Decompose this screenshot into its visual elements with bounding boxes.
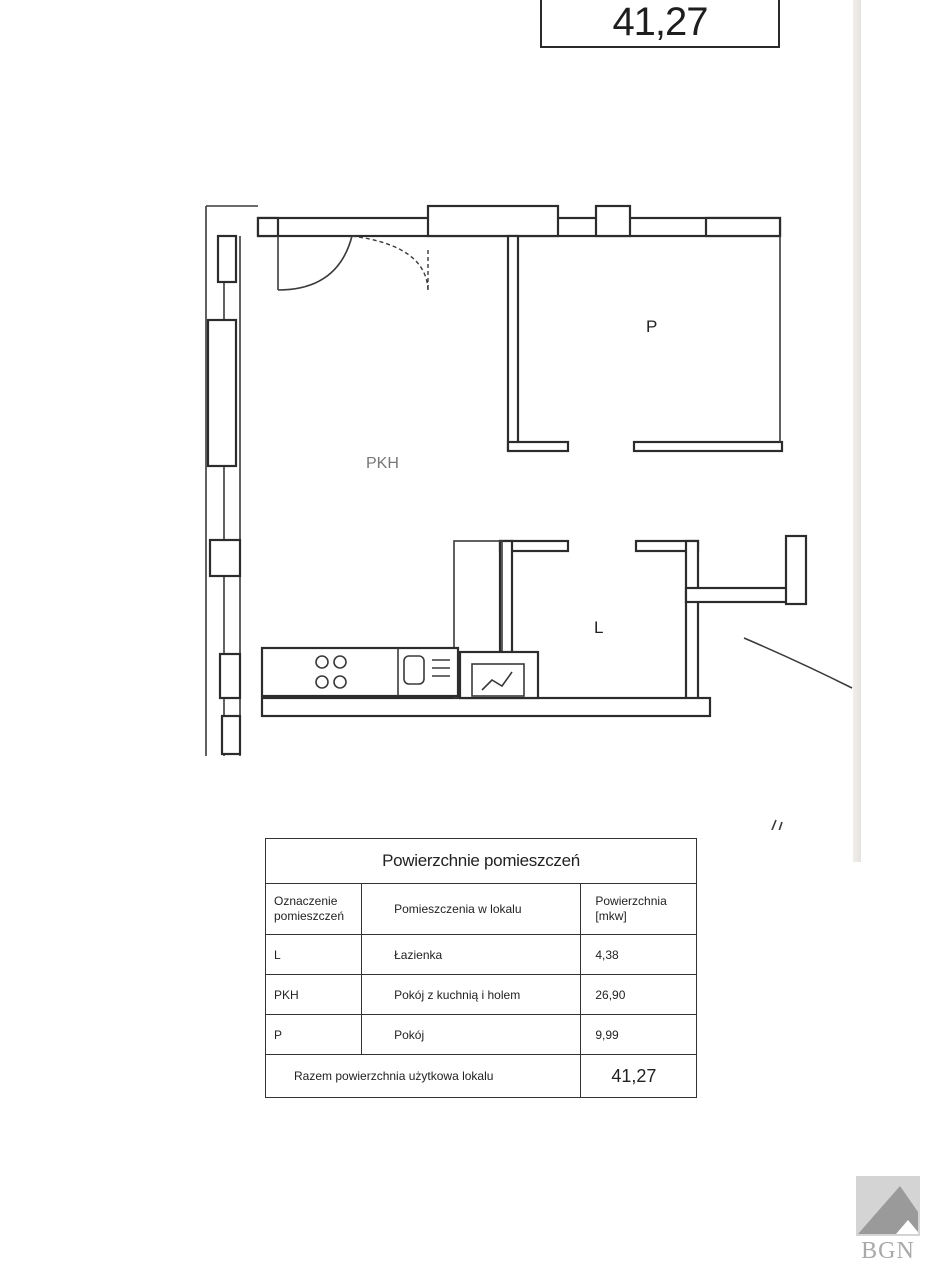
stray-mark <box>760 820 782 830</box>
room-label-l: L <box>594 618 604 637</box>
room-label-p: P <box>646 317 658 336</box>
header-designation: Oznaczenie pomieszczeń <box>266 884 362 935</box>
bathroom-walls <box>500 536 806 703</box>
bottom-wall <box>262 698 710 716</box>
house-logo-icon <box>856 1176 920 1236</box>
entrance-door <box>278 236 428 292</box>
table-row <box>266 1015 697 1055</box>
room-area: 26,90 <box>581 975 697 1015</box>
table-row <box>266 935 697 975</box>
bgn-logo <box>852 1172 922 1268</box>
top-wall <box>258 206 780 236</box>
room-code: PKH <box>266 975 362 1015</box>
room-name: Pokój <box>362 1015 581 1055</box>
total-label: Razem powierzchnia użytkowa lokalu <box>266 1055 581 1098</box>
table-title: Powierzchnie pomieszczeń <box>266 839 697 884</box>
ventilation-shaft <box>460 652 538 698</box>
header-area: Powierzchnia [mkw] <box>581 884 697 935</box>
header-rooms: Pomieszczenia w lokalu <box>362 884 581 935</box>
stray-line <box>744 638 852 688</box>
table-row <box>266 975 697 1015</box>
room-area: 4,38 <box>581 935 697 975</box>
room-area-table <box>265 838 697 1098</box>
room-code: P <box>266 1015 362 1055</box>
room-area: 9,99 <box>581 1015 697 1055</box>
room-name: Łazienka <box>362 935 581 975</box>
room-label-pkh: PKH <box>366 455 399 472</box>
room-name: Pokój z kuchnią i holem <box>362 975 581 1015</box>
table-total-row <box>266 1055 697 1098</box>
total-value: 41,27 <box>581 1055 697 1098</box>
room-p-walls <box>508 236 782 451</box>
room-code: L <box>266 935 362 975</box>
total-area-value: 41,27 <box>612 0 708 44</box>
logo-text: BGN <box>861 1238 915 1264</box>
left-wall <box>206 206 258 756</box>
